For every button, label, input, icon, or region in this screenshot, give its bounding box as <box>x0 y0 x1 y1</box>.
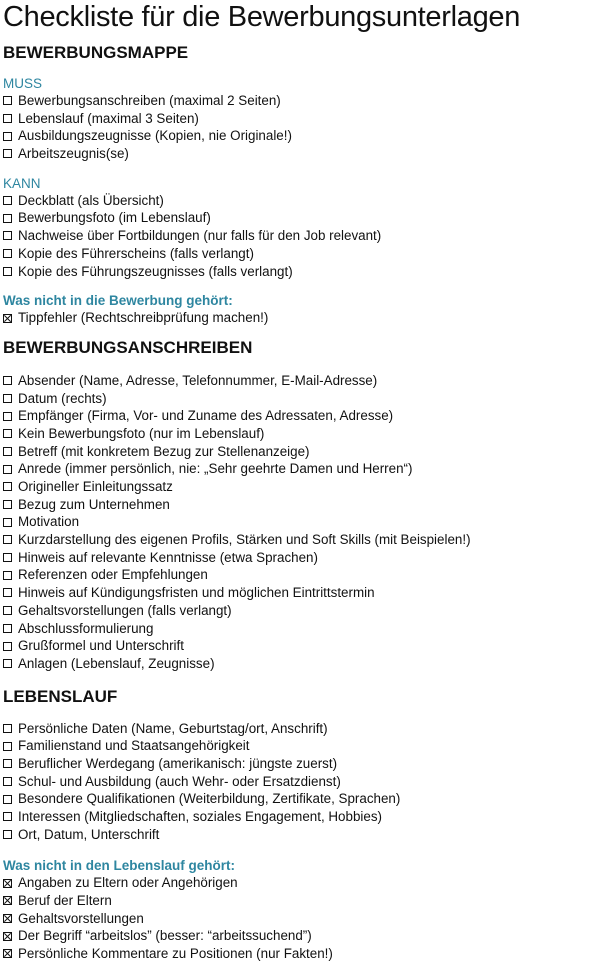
list-item <box>3 227 589 245</box>
checklist-lebenslauf <box>3 720 589 844</box>
checkbox-icon <box>3 518 12 527</box>
list-item-label: Anrede (immer persönlich, nie: „Sehr geehrte Damen und Herren“) <box>18 461 413 477</box>
list-item-label: Ort, Datum, Unterschrift <box>18 826 160 842</box>
checkbox-icon <box>3 606 12 615</box>
checkbox-icon <box>3 376 12 385</box>
list-item <box>3 945 589 963</box>
list-item <box>3 584 589 602</box>
list-item <box>3 892 589 910</box>
list-item-label: Lebenslauf (maximal 3 Seiten) <box>18 110 199 126</box>
checkbox-icon <box>3 429 12 438</box>
list-item-label: Kein Bewerbungsfoto (nur im Lebenslauf) <box>18 425 265 441</box>
checkbox-icon <box>3 482 12 491</box>
list-item <box>3 637 589 655</box>
checkbox-icon <box>3 777 12 786</box>
list-item <box>3 513 589 531</box>
checkbox-icon <box>3 830 12 839</box>
list-item-label: Gehaltsvorstellungen (falls verlangt) <box>18 602 232 618</box>
list-item <box>3 145 589 163</box>
list-item <box>3 531 589 549</box>
list-item-label: Arbeitszeugnis(se) <box>18 146 129 162</box>
list-item <box>3 620 589 638</box>
list-item-label: Abschlussformulierung <box>18 620 154 636</box>
list-item-label: Deckblatt (als Übersicht) <box>18 192 164 208</box>
crossed-checkbox-icon <box>3 949 12 958</box>
checkbox-icon <box>3 214 12 223</box>
checkbox-icon <box>3 812 12 821</box>
checkbox-icon <box>3 196 12 205</box>
checkbox-icon <box>3 624 12 633</box>
list-item <box>3 407 589 425</box>
list-item-label: Schul- und Ausbildung (auch Wehr- oder Ersatzdienst) <box>18 773 341 789</box>
list-item-label: Kopie des Führerscheins (falls verlangt) <box>18 245 254 261</box>
list-item <box>3 826 589 844</box>
list-item <box>3 245 589 263</box>
subheading-not-in-cv: Was nicht in den Lebenslauf gehört: <box>3 858 236 874</box>
checkbox-icon <box>3 659 12 668</box>
checkbox-icon <box>3 535 12 544</box>
list-item-label: Kopie des Führungszeugnisses (falls verlangt) <box>18 263 293 279</box>
list-item <box>3 209 589 227</box>
crossed-checkbox-icon <box>3 314 12 323</box>
list-item <box>3 443 589 461</box>
checkbox-icon <box>3 742 12 751</box>
list-item-label: Absender (Name, Adresse, Telefonnummer, E-Mail-Adresse) <box>18 372 378 388</box>
list-item-label: Persönliche Kommentare zu Positionen (nur Fakten!) <box>18 946 333 962</box>
checklist-anschreiben <box>3 372 589 673</box>
list-item <box>3 755 589 773</box>
list-item-label: Familienstand und Staatsangehörigkeit <box>18 738 250 754</box>
list-item-label: Nachweise über Fortbildungen (nur falls für den Job relevant) <box>18 228 382 244</box>
checklist-not-in-cv <box>3 874 589 962</box>
checkbox-icon <box>3 553 12 562</box>
list-item-label: Referenzen oder Empfehlungen <box>18 567 208 583</box>
list-item <box>3 390 589 408</box>
list-item-label: Kurzdarstellung des eigenen Profils, Stärken und Soft Skills (mit Beispielen!) <box>18 532 471 548</box>
subheading-kann: KANN <box>3 175 41 191</box>
checkbox-icon <box>3 759 12 768</box>
list-item <box>3 566 589 584</box>
list-item <box>3 309 589 327</box>
list-item-label: Gehaltsvorstellungen <box>18 910 144 926</box>
checkbox-icon <box>3 114 12 123</box>
list-item <box>3 460 589 478</box>
crossed-checkbox-icon <box>3 932 12 941</box>
list-item-label: Angaben zu Eltern oder Angehörigen <box>18 875 238 891</box>
list-item-label: Besondere Qualifikationen (Weiterbildung, Zertifikate, Sprachen) <box>18 791 401 807</box>
checkbox-icon <box>3 500 12 509</box>
section-heading-mappe: BEWERBUNGSMAPPE <box>3 43 189 62</box>
checkbox-icon <box>3 249 12 258</box>
list-item <box>3 110 589 128</box>
list-item <box>3 496 589 514</box>
list-item-label: Beruflicher Werdegang (amerikanisch: jüngste zuerst) <box>18 755 338 771</box>
checkbox-icon <box>3 588 12 597</box>
checkbox-icon <box>3 447 12 456</box>
list-item-label: Betreff (mit konkretem Bezug zur Stellenanzeige) <box>18 443 310 459</box>
subheading-not-in-application: Was nicht in die Bewerbung gehört: <box>3 293 233 309</box>
list-item <box>3 127 589 145</box>
list-item <box>3 92 589 110</box>
checkbox-icon <box>3 571 12 580</box>
checkbox-icon <box>3 724 12 733</box>
checkbox-icon <box>3 642 12 651</box>
subheading-muss: MUSS <box>3 76 43 91</box>
checkbox-icon <box>3 465 12 474</box>
list-item-label: Tippfehler (Rechtschreibprüfung machen!) <box>18 310 269 326</box>
list-item <box>3 808 589 826</box>
checklist-muss <box>3 92 589 163</box>
list-item-label: Ausbildungszeugnisse (Kopien, nie Originale!) <box>18 128 292 144</box>
crossed-checkbox-icon <box>3 914 12 923</box>
list-item <box>3 263 589 281</box>
list-item <box>3 874 589 892</box>
list-item <box>3 425 589 443</box>
list-item <box>3 549 589 567</box>
list-item <box>3 602 589 620</box>
list-item-label: Empfänger (Firma, Vor- und Zuname des Adressaten, Adresse) <box>18 408 394 424</box>
list-item-label: Grußformel und Unterschrift <box>18 638 184 654</box>
list-item-label: Bewerbungsanschreiben (maximal 2 Seiten) <box>18 93 281 108</box>
checkbox-icon <box>3 149 12 158</box>
list-item-label: Hinweis auf relevante Kenntnisse (etwa Sprachen) <box>18 549 318 565</box>
list-item <box>3 720 589 738</box>
list-item-label: Beruf der Eltern <box>18 893 112 909</box>
checkbox-icon <box>3 412 12 421</box>
list-item <box>3 790 589 808</box>
list-item-label: Bezug zum Unternehmen <box>18 496 170 512</box>
list-item <box>3 910 589 928</box>
checklist-not-in-application <box>3 309 589 327</box>
list-item-label: Motivation <box>18 514 80 530</box>
list-item-label: Hinweis auf Kündigungsfristen und möglichen Eintrittstermin <box>18 585 375 601</box>
list-item-label: Datum (rechts) <box>18 390 107 406</box>
list-item-label: Der Begriff “arbeitslos” (besser: “arbeitssuchend”) <box>18 928 312 944</box>
list-item <box>3 927 589 945</box>
list-item-label: Persönliche Daten (Name, Geburtstag/ort, Anschrift) <box>18 720 328 736</box>
section-heading-anschreiben: BEWERBUNGSANSCHREIBEN <box>3 337 253 357</box>
checkbox-icon <box>3 267 12 276</box>
list-item <box>3 737 589 755</box>
checkbox-icon <box>3 231 12 240</box>
crossed-checkbox-icon <box>3 879 12 888</box>
crossed-checkbox-icon <box>3 896 12 905</box>
checkbox-icon <box>3 394 12 403</box>
list-item-label: Bewerbungsfoto (im Lebenslauf) <box>18 210 211 226</box>
checkbox-icon <box>3 132 12 141</box>
list-item <box>3 655 589 673</box>
checkbox-icon <box>3 795 12 804</box>
list-item <box>3 773 589 791</box>
list-item-label: Interessen (Mitgliedschaften, soziales Engagement, Hobbies) <box>18 809 382 824</box>
list-item <box>3 192 589 210</box>
checkbox-icon <box>3 96 12 105</box>
list-item-label: Origineller Einleitungssatz <box>18 479 173 494</box>
section-heading-lebenslauf: LEBENSLAUF <box>3 686 118 706</box>
checklist-kann <box>3 192 589 280</box>
list-item <box>3 478 589 496</box>
list-item <box>3 372 589 390</box>
list-item-label: Anlagen (Lebenslauf, Zeugnisse) <box>18 655 215 671</box>
page-title: Checkliste für die Bewerbungsunterlagen <box>3 1 521 33</box>
